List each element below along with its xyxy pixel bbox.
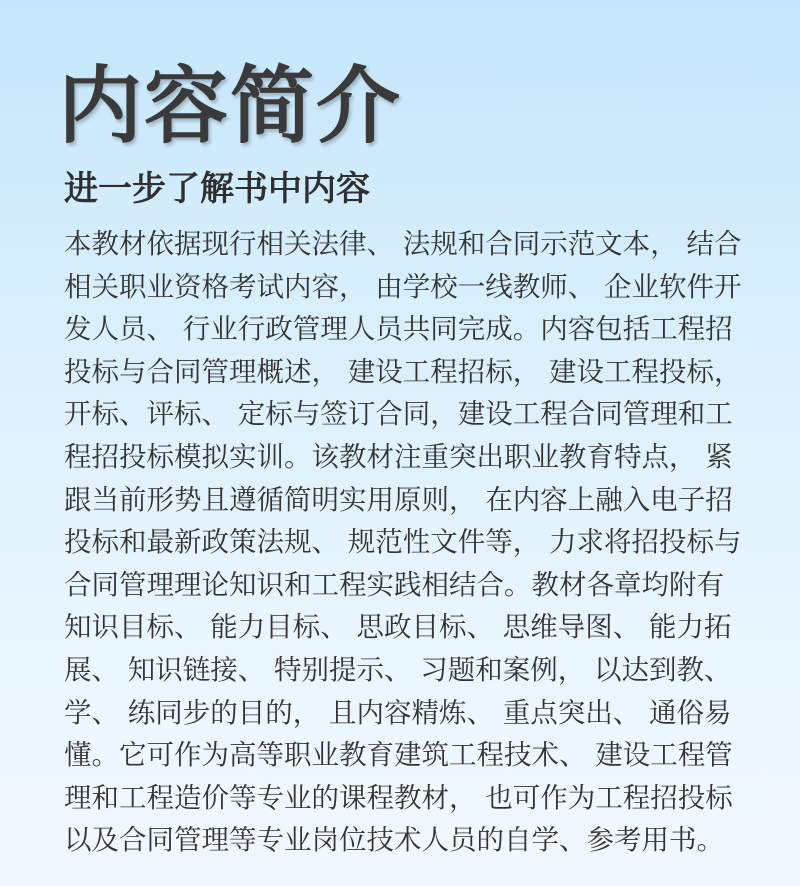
paragraph-line: 程招投标模拟实训。该教材注重突出职业教育特点， 紧 <box>64 440 733 473</box>
paragraph-line: 展、 知识链接、 特别提示、 习题和案例， 以达到教、 <box>64 653 732 686</box>
intro-paragraph <box>64 223 744 862</box>
paragraph-line: 投标和最新政策法规、 规范性文件等， 力求将招投标与 <box>64 526 742 559</box>
paragraph-line: 以及合同管理等专业岗位技术人员的自学、参考用书。 <box>64 824 724 857</box>
paragraph-line: 相关职业资格考试内容， 由学校一线教师、 企业软件开 <box>64 270 742 303</box>
paragraph-line: 本教材依据现行相关法律、 法规和合同示范文本， 结合 <box>64 228 742 260</box>
page-subtitle: 进一步了解书中内容 <box>64 169 370 209</box>
paragraph-line: 合同管理理论知识和工程实践相结合。教材各章均附有 <box>64 568 724 601</box>
paragraph-line: 学、 练同步的目的， 且内容精炼、 重点突出、 通俗易 <box>64 696 732 729</box>
paragraph-line: 跟当前形势且遵循简明实用原则， 在内容上融入电子招 <box>64 483 733 516</box>
paragraph-line: 开标、评标、 定标与签订合同，建设工程合同管理和工 <box>64 398 733 431</box>
paragraph-line: 懂。它可作为高等职业教育建筑工程技术、 建设工程管 <box>64 739 733 772</box>
paragraph-line: 知识目标、 能力目标、 思政目标、 思维导图、 能力拓 <box>64 611 732 644</box>
page-title: 内容简介 <box>58 57 403 155</box>
paragraph-line: 投标与合同管理概述， 建设工程招标， 建设工程投标， <box>64 355 742 388</box>
paragraph-line: 发人员、 行业行政管理人员共同完成。内容包括工程招 <box>64 313 733 346</box>
paragraph-line: 理和工程造价等专业的课程教材， 也可作为工程招投标 <box>64 781 733 814</box>
